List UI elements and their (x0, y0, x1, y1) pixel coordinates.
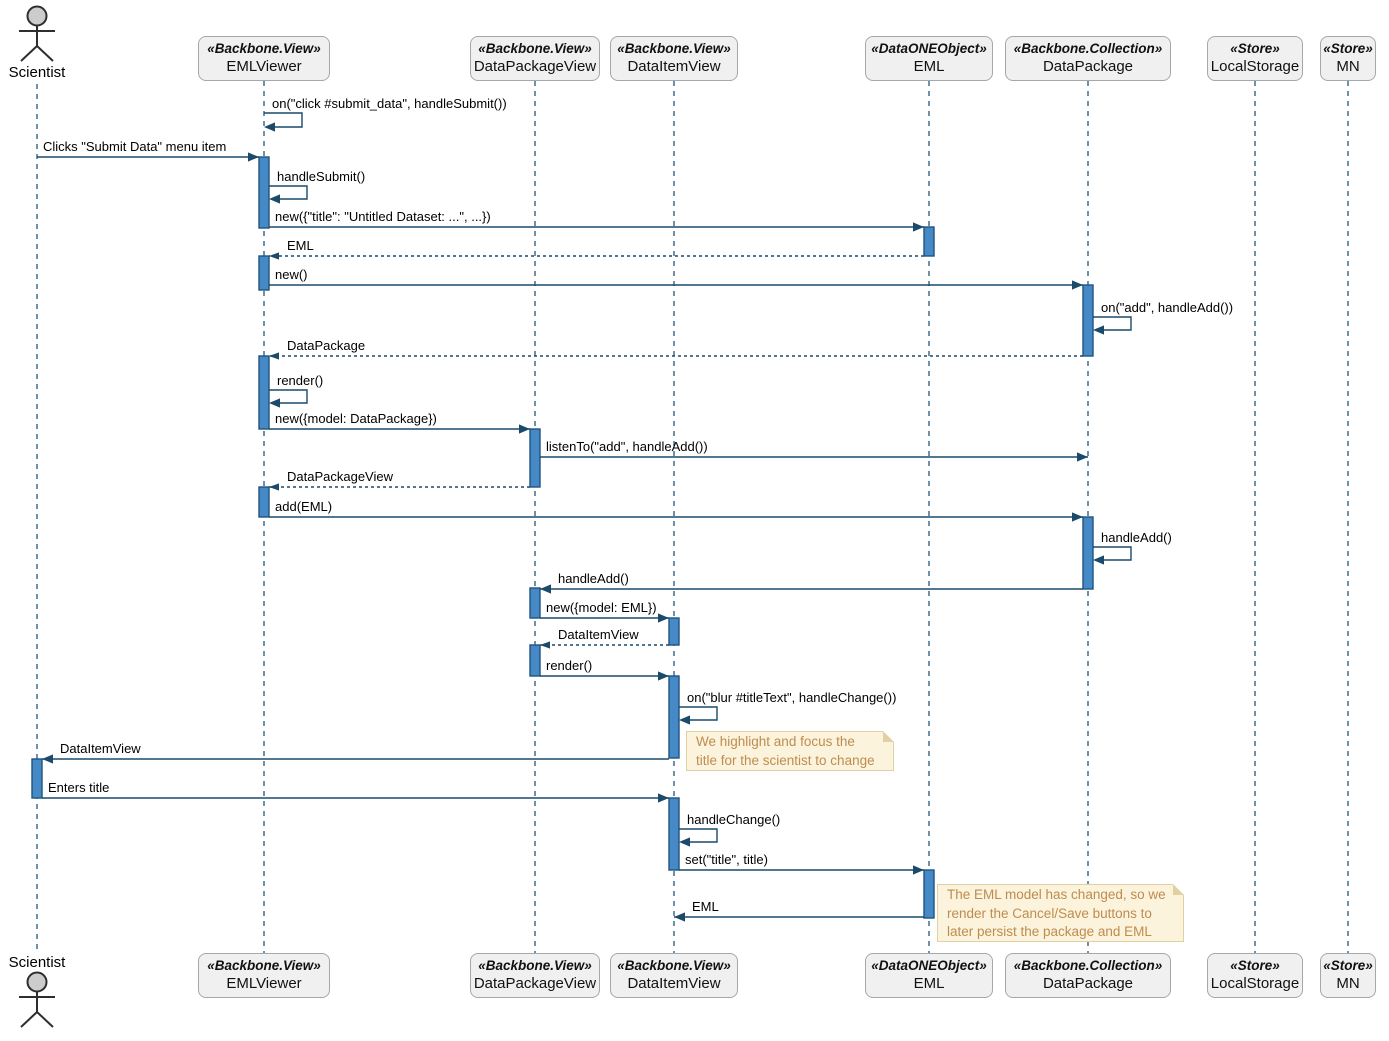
activation-eml (924, 227, 934, 256)
participant-stereotype: «Backbone.View» (617, 958, 731, 974)
arrowhead-icon (1093, 325, 1104, 334)
arrowhead-icon (679, 715, 690, 724)
participant-stereotype: «Store» (1230, 958, 1280, 974)
activation-emlviewer (259, 356, 269, 429)
message-label: handleChange() (687, 812, 781, 827)
message-label: EML (692, 899, 719, 914)
participant-stereotype: «Backbone.View» (207, 958, 321, 974)
message-label: add(EML) (275, 499, 333, 514)
arrowhead-icon (1093, 555, 1104, 564)
arrowhead-icon (674, 912, 685, 921)
participant-name: EML (913, 974, 945, 992)
arrowhead-icon (269, 398, 280, 407)
participant-stereotype: «Store» (1323, 958, 1373, 974)
arrowhead-icon (658, 671, 669, 680)
arrowhead-icon (913, 865, 924, 874)
note-line: title for the scientist to change (696, 752, 875, 768)
message-label: on("blur #titleText", handleChange()) (687, 690, 897, 705)
participant-stereotype: «Backbone.View» (478, 41, 592, 57)
participant-stereotype: «Backbone.View» (207, 41, 321, 57)
message-label: DataPackageView (287, 469, 393, 484)
note-line: render the Cancel/Save buttons to (947, 905, 1152, 921)
arrowhead-icon (540, 641, 550, 648)
participant-stereotype: «DataONEObject» (871, 41, 987, 57)
participant-name: MN (1336, 974, 1360, 992)
participant-mn-bottom (1320, 953, 1376, 998)
message-label: new({model: EML}) (546, 600, 657, 615)
message-label: DataItemView (60, 741, 141, 756)
message-label: Clicks "Submit Data" menu item (43, 139, 227, 154)
activation-datapackageview (530, 645, 540, 676)
activation-dataitemview (669, 798, 679, 870)
note-line: later persist the package and EML (947, 924, 1152, 939)
message-label: Enters title (48, 780, 110, 795)
participant-name: LocalStorage (1210, 57, 1300, 75)
arrowhead-icon (540, 584, 551, 593)
participant-name: DataPackage (1042, 57, 1134, 75)
arrowhead-icon (264, 122, 275, 131)
message-label: new() (275, 267, 308, 282)
participant-datapackageview-top (470, 36, 600, 81)
participant-name: DataPackageView (473, 57, 597, 75)
activation-emlviewer (259, 256, 269, 290)
participant-datapackage-top (1005, 36, 1171, 81)
arrowhead-icon (1072, 512, 1083, 521)
arrowhead-icon (269, 252, 279, 259)
participant-name: DataPackage (1042, 974, 1134, 992)
message-label: DataPackage (287, 338, 366, 353)
participant-name: LocalStorage (1210, 974, 1300, 992)
message-label: render() (546, 658, 593, 673)
arrowhead-icon (269, 352, 279, 359)
participant-stereotype: «DataONEObject» (871, 958, 987, 974)
participant-dataitemview-bottom (610, 953, 738, 998)
message-label: render() (277, 373, 324, 388)
arrowhead-icon (913, 222, 924, 231)
message-label: handleAdd() (1101, 530, 1172, 545)
activation-datapackage (1083, 285, 1093, 356)
participant-stereotype: «Backbone.Collection» (1013, 958, 1163, 974)
participant-stereotype: «Store» (1230, 41, 1280, 57)
note-line: We highlight and focus the (696, 734, 855, 749)
participant-datapackage-bottom (1005, 953, 1171, 998)
note-line: The EML model has changed, so we (947, 887, 1166, 902)
message-label: handleSubmit() (277, 169, 366, 184)
message-label: handleAdd() (558, 571, 629, 586)
activation-datapackageview (530, 588, 540, 618)
actor-label-bottom: Scientist (8, 954, 66, 971)
message-label: listenTo("add", handleAdd()) (546, 439, 708, 454)
arrowhead-icon (42, 754, 53, 763)
participant-datapackageview-bottom (470, 953, 600, 998)
participant-name: EMLViewer (226, 974, 302, 992)
message-label: EML (287, 238, 314, 253)
actor-figure-top (19, 7, 55, 62)
arrowhead-icon (1077, 452, 1088, 461)
participant-mn-top (1320, 36, 1376, 81)
activation-datapackage (1083, 517, 1093, 589)
participant-dataitemview-top (610, 36, 738, 81)
participant-stereotype: «Backbone.View» (617, 41, 731, 57)
participant-name: EMLViewer (226, 57, 302, 75)
activation-dataitemview (669, 618, 679, 645)
message-label: new({"title": "Untitled Dataset: ...", ...}) (275, 209, 491, 224)
message-label: set("title", title) (685, 852, 768, 867)
participant-name: MN (1336, 57, 1360, 75)
participant-stereotype: «Backbone.Collection» (1013, 41, 1163, 57)
activation-scientist (32, 759, 42, 798)
participant-localstorage-top (1207, 36, 1303, 81)
arrowhead-icon (679, 837, 690, 846)
note (686, 731, 894, 771)
arrowhead-icon (658, 793, 669, 802)
activation-dataitemview (669, 676, 679, 758)
actor-label-top: Scientist (8, 64, 66, 81)
note (937, 884, 1184, 942)
participant-localstorage-bottom (1207, 953, 1303, 998)
arrowhead-icon (1072, 280, 1083, 289)
activation-datapackageview (530, 429, 540, 487)
participant-emlviewer-top (198, 36, 330, 81)
message-label: DataItemView (558, 627, 639, 642)
arrowhead-icon (248, 152, 259, 161)
message-label: new({model: DataPackage}) (275, 411, 437, 426)
actor-figure-bottom (19, 973, 55, 1028)
participant-name: DataItemView (627, 974, 721, 992)
activation-emlviewer (259, 157, 269, 228)
participant-stereotype: «Store» (1323, 41, 1373, 57)
activation-emlviewer (259, 487, 269, 517)
participant-name: EML (913, 57, 945, 75)
message-label: on("add", handleAdd()) (1101, 300, 1234, 315)
arrowhead-icon (269, 194, 280, 203)
arrowhead-icon (658, 613, 669, 622)
participant-eml-bottom (865, 953, 993, 998)
participant-emlviewer-bottom (198, 953, 330, 998)
participant-eml-top (865, 36, 993, 81)
participant-name: DataItemView (627, 57, 721, 75)
activation-eml (924, 870, 934, 918)
arrowhead-icon (269, 483, 279, 490)
participant-name: DataPackageView (473, 974, 597, 992)
participant-stereotype: «Backbone.View» (478, 958, 592, 974)
arrowhead-icon (519, 424, 530, 433)
message-label: on("click #submit_data", handleSubmit()) (272, 96, 507, 111)
